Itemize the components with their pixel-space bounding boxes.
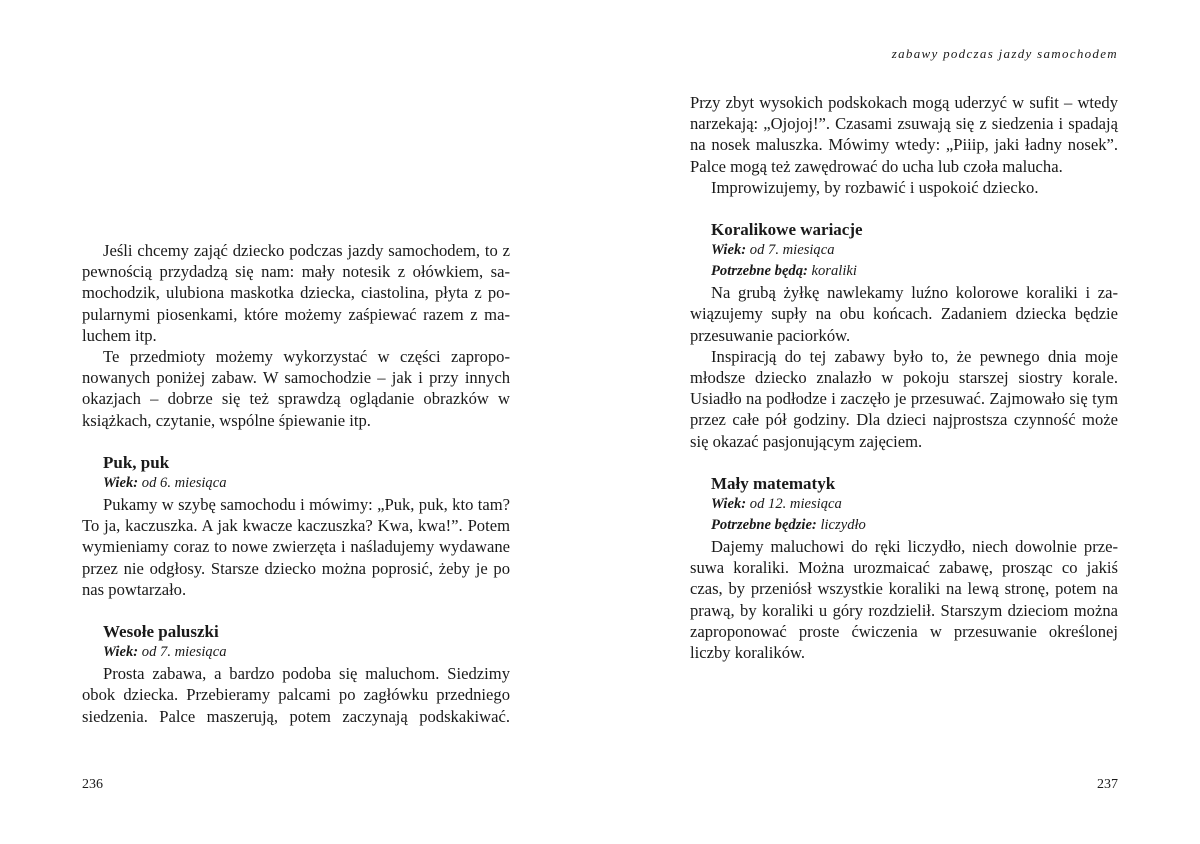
- right-page: [690, 0, 1118, 844]
- section-paragraph: Prosta zabawa, a bardzo podoba się maluchom. Siedzimy obok dziecka. Przebieramy palcami po zagłówku przedniego siedzenia. Palce maszerują, potem zaczynają podskakiwać.: [82, 664, 510, 726]
- section-maly-matematyk: [690, 473, 1118, 663]
- age-line: [82, 473, 510, 494]
- section-wesole-paluszki: [82, 621, 510, 727]
- running-head: zabawy podczas jazdy samochodem: [891, 46, 1118, 61]
- section-title: Wesołe paluszki: [103, 622, 219, 642]
- page-number: 237: [1097, 777, 1118, 792]
- age-value: od 7. miesiąca: [141, 644, 227, 661]
- section-paragraph: Pukamy w szybę samochodu i mówimy: „Puk, puk, kto tam? To ja, kaczuszka. A jak kwacze kaczuszka? Kwa, kwa!”. Potem wymieniamy coraz to nowe zwierzęta i naśladujemy wydawane przez nie odgłosy. Starsze dziecko można poprosić, żeby je po nas powtarzało.: [82, 495, 510, 599]
- intro-paragraph: Te przedmioty możemy wykorzystać w części zaproponowanych poniżej zabaw. W samochodzie – jak i przy innych okazjach – dobrze się też sprawdzą oglądanie obrazków w książkach, czytanie, wspólne śpiewanie itp.: [82, 347, 510, 430]
- needs-line: [690, 515, 1118, 536]
- section-paragraph: Inspiracją do tej zabawy było to, że pewnego dnia moje młodsze dziecko znalazło w pokoju starszej siostry korale. Usiadło na podłodze i zaczęło je przesuwać. Zajmowało się tym przez całe pół godziny. Dla dzieci najprostsza czynność może się okazać pasjonującym zajęciem.: [690, 346, 1118, 451]
- age-line: [690, 240, 1118, 261]
- left-page-text: [82, 240, 510, 727]
- age-label: Wiek:: [103, 644, 139, 661]
- section-title: Puk, puk: [103, 452, 170, 472]
- needs-value: koraliki: [811, 263, 857, 280]
- age-label: Wiek:: [711, 242, 747, 259]
- age-line: [82, 642, 510, 663]
- needs-label: Potrzebne będą:: [711, 263, 808, 280]
- continuation-paragraph: Improwizujemy, by rozbawić i uspokoić dziecko.: [711, 177, 1039, 197]
- needs-line: [690, 261, 1118, 282]
- needs-value: liczydło: [820, 517, 866, 534]
- age-label: Wiek:: [711, 496, 747, 513]
- right-page-text: [690, 92, 1118, 663]
- section-paragraph: Na grubą żyłkę nawlekamy luźno kolorowe koraliki i zawiązujemy supły na obu końcach. Zadaniem dziecka będzie przesuwanie paciorków.: [690, 283, 1118, 345]
- age-value: od 12. miesiąca: [749, 496, 842, 513]
- left-page: [82, 0, 510, 844]
- age-value: od 6. miesiąca: [141, 475, 227, 492]
- continuation-paragraph: Przy zbyt wysokich podskokach mogą uderzyć w sufit – wtedy narzekają: „Ojojoj!”. Czasami zsuwają się z siedzenia i spadają na nosek maluszka. Mówimy wtedy: „Piiip, jaki ładny nosek”. Palce mogą też zawędrować do ucha lub czoła malucha.: [690, 93, 1118, 176]
- section-puk-puk: [82, 452, 510, 600]
- section-title: Koralikowe wariacje: [711, 220, 863, 240]
- section-title: Mały matematyk: [711, 473, 836, 493]
- age-value: od 7. miesiąca: [749, 242, 835, 259]
- section-paragraph: Dajemy maluchowi do ręki liczydło, niech dowolnie przesuwa koraliki. Można urozmaicać zabawę, prosząc co jakiś czas, by przeniósł wszystkie koraliki na lewą stronę, potem na prawą, by koraliki u góry rozdzielił. Starszym dzieciom można zaproponować proste ćwiczenia w przesuwanie określonej liczby koralików.: [690, 537, 1118, 663]
- needs-label: Potrzebne będzie:: [711, 517, 817, 534]
- age-line: [690, 494, 1118, 515]
- age-label: Wiek:: [103, 475, 139, 492]
- page-number: 236: [82, 777, 103, 792]
- section-koralikowe-wariacje: [690, 219, 1118, 452]
- intro-paragraph: Jeśli chcemy zająć dziecko podczas jazdy samochodem, to z pewnością przydadzą się nam: mały notesik z ołówkiem, samochodzik, ulubiona maskotka dziecka, ciastolina, płyta z popularnymi piosenkami, które możemy zaśpiewać razem z maluchem itp.: [82, 241, 510, 345]
